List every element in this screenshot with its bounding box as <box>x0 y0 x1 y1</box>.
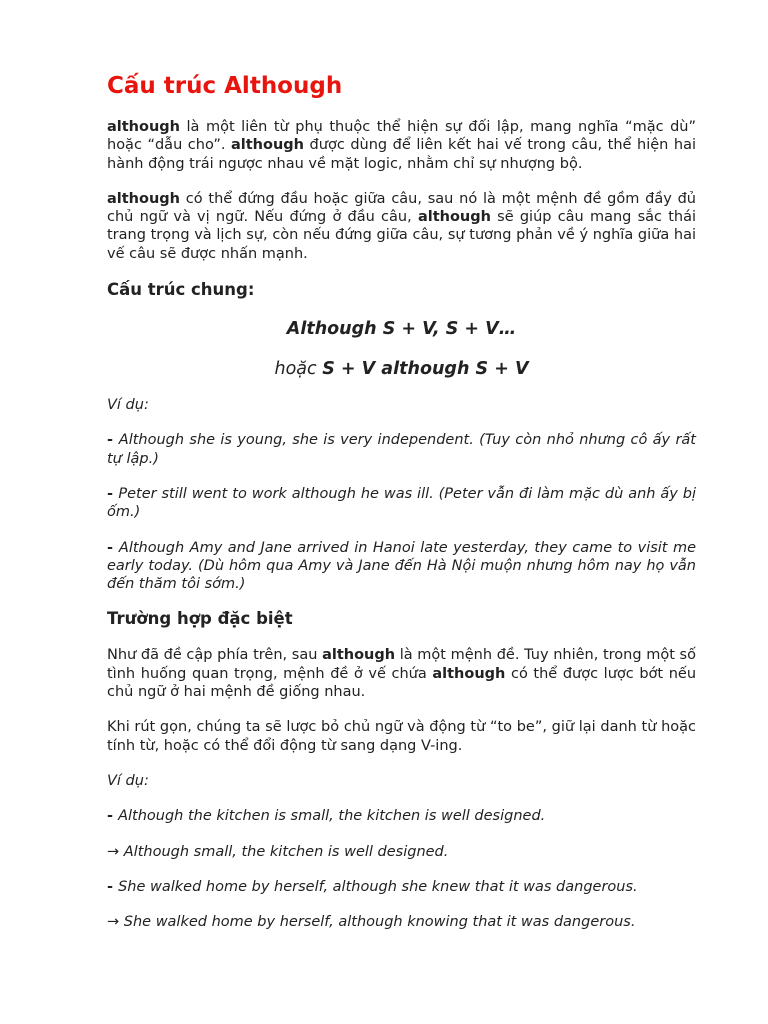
example-text: She walked home by herself, although knowing that it was dangerous. <box>123 914 636 931</box>
formula-2-text: S + V although S + V <box>322 359 529 380</box>
example-item <box>107 843 696 861</box>
example-dash: - <box>107 878 119 895</box>
example-dash: - <box>107 808 119 825</box>
paragraph-text: Như đã đề cập phía trên, sau <box>107 647 323 664</box>
position-paragraph <box>107 190 696 263</box>
paragraph-text: có thể đứng đầu hoặc giữa câu, sau nó là một mệnh đề gồm đầy đủ chủ ngữ và vị ngữ. Nếu đứng ở đầu câu, <box>107 190 696 226</box>
paragraph-text: sẽ giúp câu mang sắc thái trang trọng và lịch sự, còn nếu đứng giữa câu, sự tương phản về ý nghĩa giữa hai vế câu sẽ được nhấn mạnh. <box>107 209 696 262</box>
paragraph-text: là một mệnh đề. Tuy nhiên, trong một số tình huống quan trọng, mệnh đề ở vế chứa <box>107 647 696 682</box>
paragraph-text: có thể được lược bớt nếu chủ ngữ ở hai mệnh đề giống nhau. <box>107 665 697 701</box>
paragraph-text: là một liên từ phụ thuộc thể hiện sự đối lập, mang nghĩa “mặc dù” hoặc “dẫu cho”. <box>107 119 696 154</box>
paragraph-text: được dùng để liên kết hai vế trong câu, thể hiện hai hành động trái ngược nhau về mặt logic, nhằm chỉ sự nhượng bộ. <box>107 137 696 172</box>
keyword: although <box>417 209 491 226</box>
keyword: although <box>231 137 304 154</box>
example-item <box>107 913 696 931</box>
page-title: Cấu trúc Although <box>107 73 343 99</box>
keyword: although <box>432 665 506 682</box>
example-dash: - <box>107 432 119 449</box>
example-text: Although small, the kitchen is well designed. <box>123 843 449 860</box>
document-content <box>107 72 696 931</box>
intro-paragraph <box>107 118 696 173</box>
keyword: although <box>107 190 180 207</box>
heading-special-case: Trường hợp đặc biệt <box>107 609 293 629</box>
example-text: Peter still went to work although he was ill. (Peter vẫn đi làm mặc dù anh ấy bị ốm.) <box>107 485 696 521</box>
arrow-marker: → <box>107 914 124 931</box>
example-text: Although Amy and Jane arrived in Hanoi late yesterday, they came to visit me early today. (Dù hôm qua Amy và Jane đến Hà Nội muộn nhưng hôm nay họ vẫn đến thăm tôi sớm.) <box>107 539 696 593</box>
example-label: Ví dụ: <box>107 772 149 789</box>
example-text: She walked home by herself, although she knew that it was dangerous. <box>118 878 638 895</box>
example-item <box>107 539 696 594</box>
example-label: Ví dụ: <box>107 397 149 414</box>
keyword: although <box>107 119 180 135</box>
example-dash: - <box>107 539 119 556</box>
example-item <box>107 878 696 896</box>
reduction-paragraph: Khi rút gọn, chúng ta sẽ lược bỏ chủ ngữ và động từ “to be”, giữ lại danh từ hoặc tính từ, hoặc có thể đổi động từ sang dạng V-ing. <box>107 719 696 754</box>
example-dash: - <box>107 485 119 502</box>
example-item <box>107 485 696 522</box>
formula-2 <box>107 358 696 380</box>
formula-1: Although S + V, S + V… <box>286 319 517 340</box>
example-item <box>107 431 696 468</box>
special-paragraph <box>107 646 696 701</box>
example-text: Although the kitchen is small, the kitchen is well designed. <box>118 808 546 825</box>
example-item <box>107 807 696 825</box>
arrow-marker: → <box>107 843 124 860</box>
formula-2-prefix: hoặc <box>274 359 323 380</box>
keyword: although <box>322 647 396 664</box>
example-text: Although she is young, she is very independent. (Tuy còn nhỏ nhưng cô ấy rất tự lập.) <box>107 432 696 467</box>
heading-general-structure: Cấu trúc chung: <box>107 280 255 300</box>
